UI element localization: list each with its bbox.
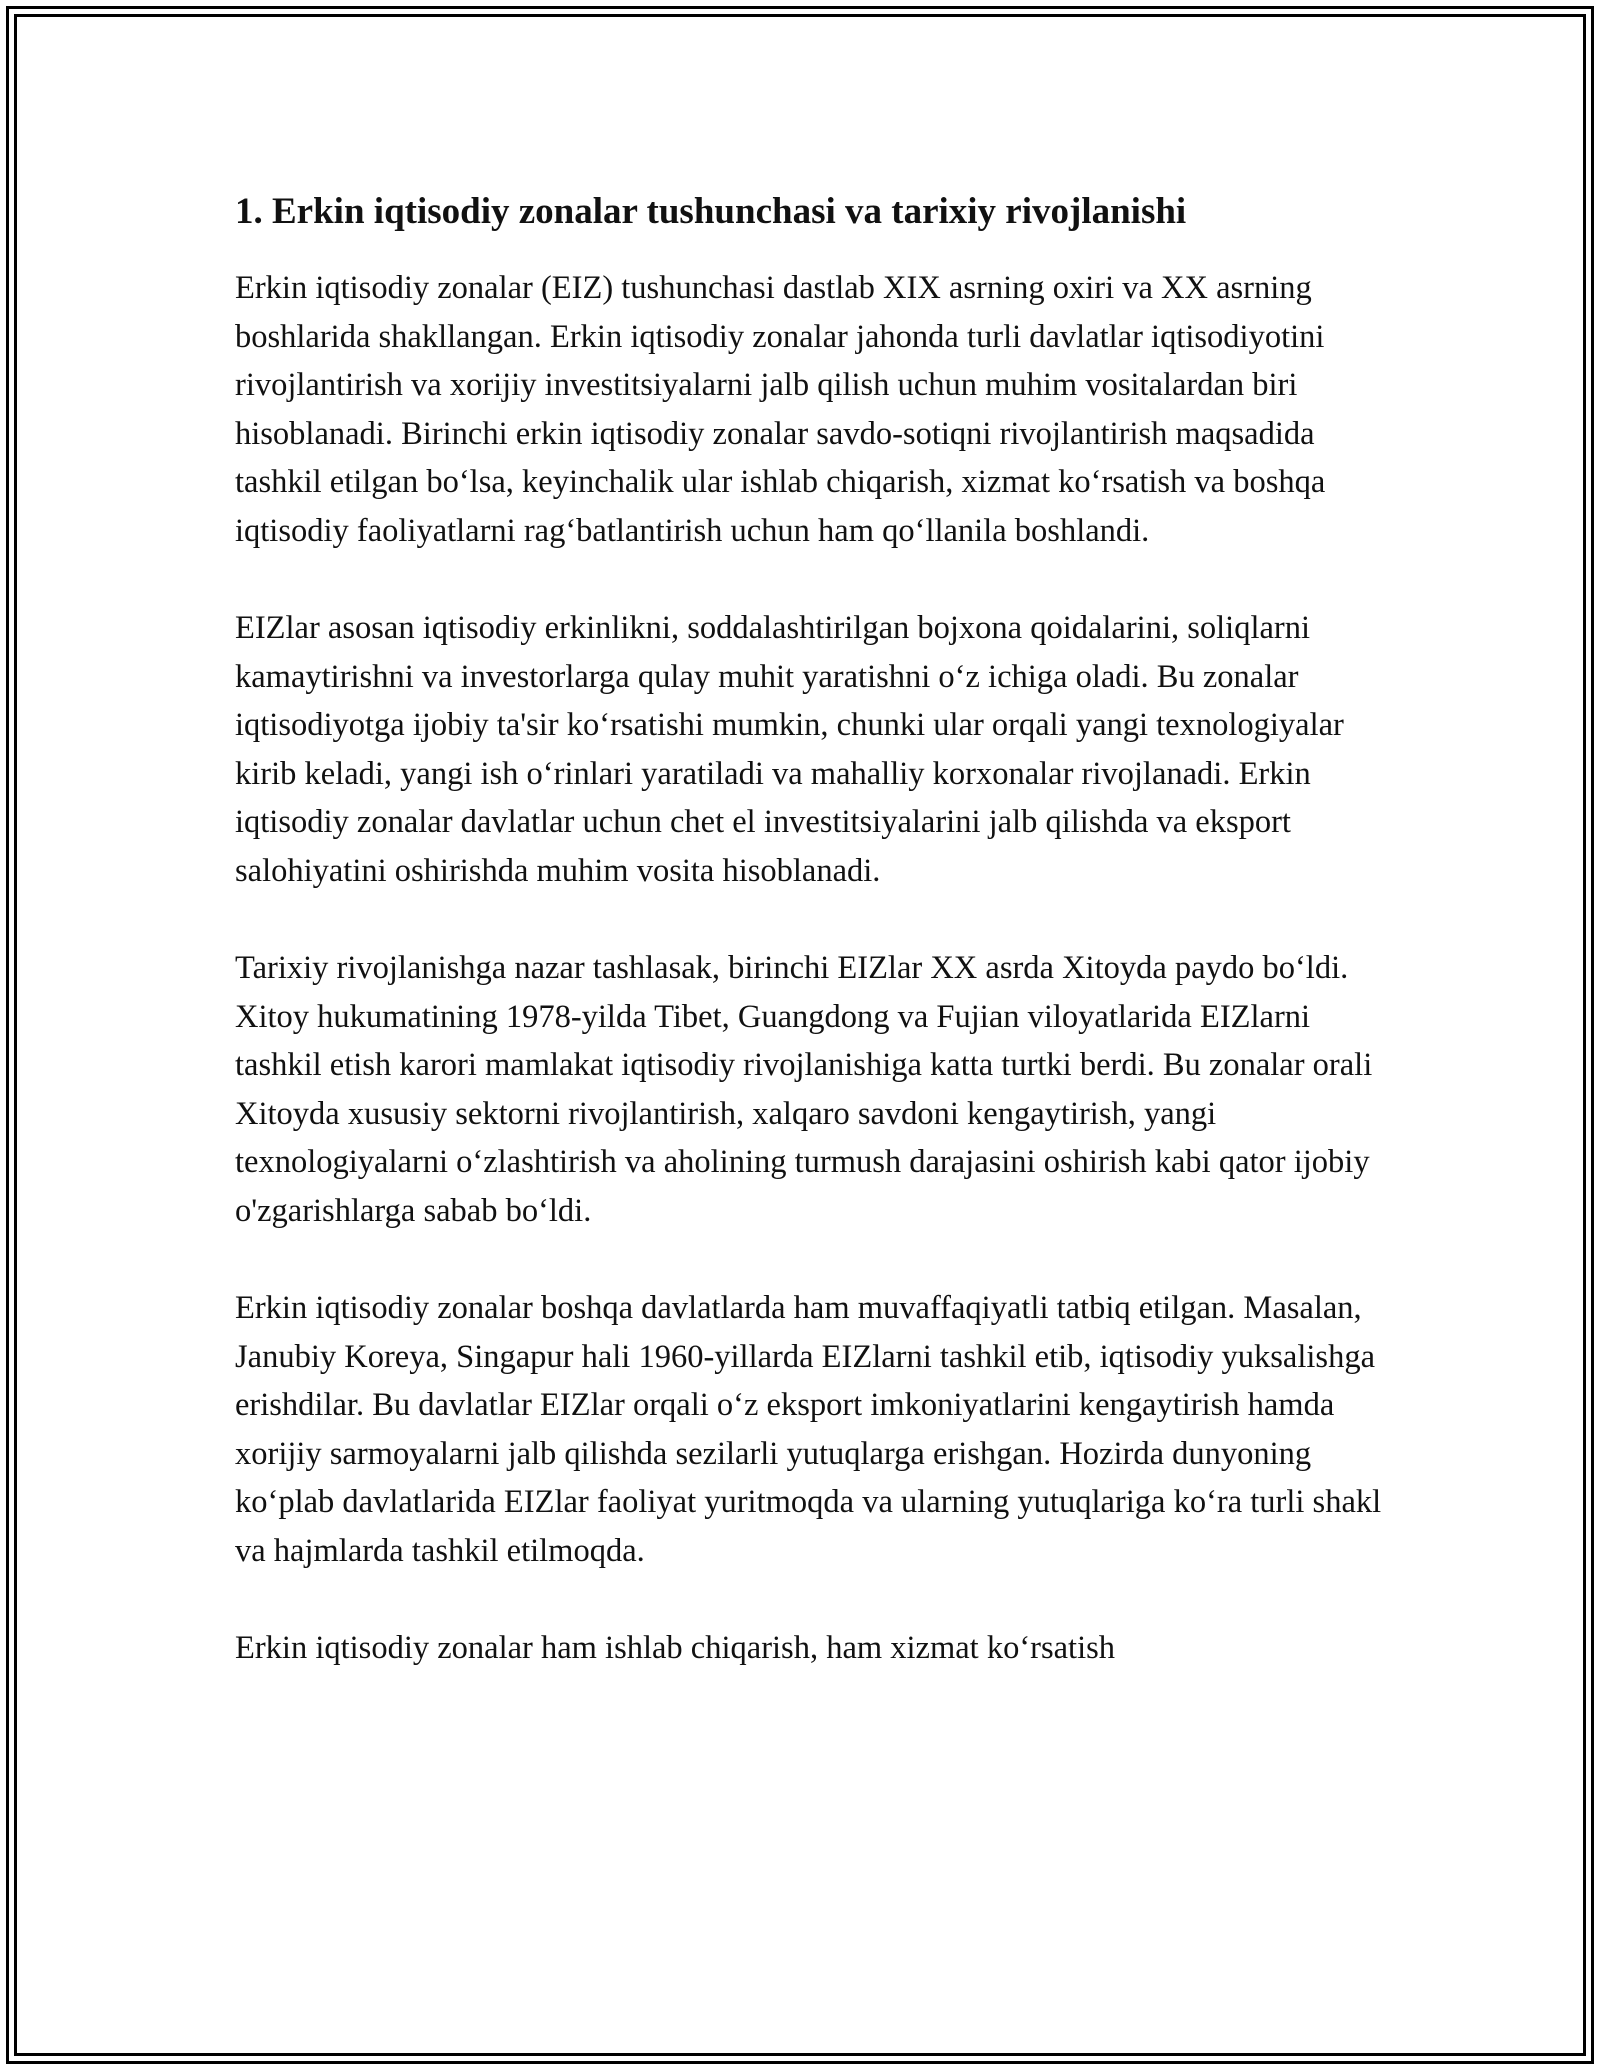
paragraph-3: Tarixiy rivojlanishga nazar tashlasak, birinchi EIZlar XX asrda Xitoyda paydo bo‘ldi. Xitoy hukumatining 1978-yilda Tibet, Guangdong va Fujian viloyatlarida EIZlarni tashkil etish karori mamlakat iqtisodiy rivojlanishiga katta turtki berdi. Bu zonalar orali Xitoyda xususiy sektorni rivojlantirish, xalqaro savdoni kengaytirish, yangi texnologiyalarni o‘zlashtirish va aholining turmush darajasini oshirish kabi qator ijobiy o'zgarishlarga sabab bo‘ldi. — [235, 950, 1373, 1229]
paragraph-2: EIZlar asosan iqtisodiy erkinlikni, soddalashtirilgan bojxona qoidalarini, soliqlarni kamaytirishni va investorlarga qulay muhit yaratishni o‘z ichiga oladi. Bu zonalar iqtisodiyotga ijobiy ta'sir ko‘rsatishi mumkin, chunki ular orqali yangi texnologiyalar kirib keladi, yangi ish o‘rinlari yaratiladi va mahalliy korxonalar rivojlanadi. Erkin iqtisodiy zonalar davlatlar uchun chet el investitsiyalarini jalb qilishda va eksport salohiyatini oshirishda muhim vosita hisoblanadi. — [235, 610, 1344, 889]
section-heading: 1. Erkin iqtisodiy zonalar tushunchasi va tarixiy rivojlanishi — [235, 191, 1187, 232]
document-body — [235, 188, 1385, 1722]
paragraph-4: Erkin iqtisodiy zonalar boshqa davlatlarda ham muvaffaqiyatli tatbiq etilgan. Masalan, Janubiy Koreya, Singapur hali 1960-yillarda EIZlarni tashkil etib, iqtisodiy yuksalishga erishdilar. Bu davlatlar EIZlar orqali o‘z eksport imkoniyatlarini kengaytirish hamda xorijiy sarmoyalarni jalb qilishda sezilarli yutuqlarga erishgan. Hozirda dunyoning ko‘plab davlatlarida EIZlar faoliyat yuritmoqda va ularning yutuqlariga ko‘ra turli shakl va hajmlarda tashkil etilmoqda. — [235, 1290, 1382, 1569]
paragraph-1: Erkin iqtisodiy zonalar (EIZ) tushunchasi dastlab XIX asrning oxiri va XX asrning boshlarida shakllangan. Erkin iqtisodiy zonalar jahonda turli davlatlar iqtisodiyotini rivojlantirish va xorijiy investitsiyalarni jalb qilish uchun muhim vositalardan biri hisoblanadi. Birinchi erkin iqtisodiy zonalar savdo-sotiqni rivojlantirish maqsadida tashkil etilgan bo‘lsa, keyinchalik ular ishlab chiqarish, xizmat ko‘rsatish va boshqa iqtisodiy faoliyatlarni rag‘batlantirish uchun ham qo‘llanila boshlandi. — [235, 270, 1326, 549]
paragraph-5: Erkin iqtisodiy zonalar ham ishlab chiqarish, ham xizmat ko‘rsatish — [235, 1630, 1116, 1667]
